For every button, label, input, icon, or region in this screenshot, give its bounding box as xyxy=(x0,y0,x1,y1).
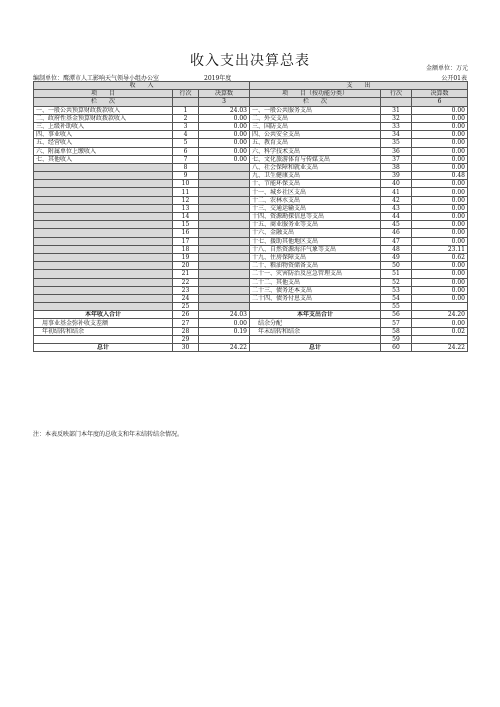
header-row-columns xyxy=(34,90,468,98)
expense-amount-cell: 0.00 xyxy=(412,163,468,171)
expense-item-cell: 十九、住房保障支出 xyxy=(250,253,381,261)
form-code-label: 公开01表 xyxy=(441,75,467,82)
income-item-cell: 三、上级补助收入 xyxy=(34,122,173,130)
income-item-cell xyxy=(34,196,173,204)
expense-item-cell: 二十四、债务付息支出 xyxy=(250,294,381,302)
expense-amount-cell xyxy=(412,303,468,311)
expense-amount-cell: 0.00 xyxy=(412,278,468,286)
income-item-cell xyxy=(34,221,173,229)
income-amount-cell xyxy=(199,172,250,180)
expense-line-cell: 39 xyxy=(381,172,412,180)
income-total-value: 24.03 xyxy=(199,311,250,319)
income-item-cell xyxy=(34,294,173,302)
table-row xyxy=(34,245,468,253)
expense-item-cell: 二、外交支出 xyxy=(250,114,381,122)
table-row xyxy=(34,253,468,261)
income-item-cell xyxy=(34,262,173,270)
income-amount-cell: 0.00 xyxy=(199,155,250,163)
income-item-cell xyxy=(34,213,173,221)
expense-line-cell: 55 xyxy=(381,303,412,311)
expense-amount-cell: 0.00 xyxy=(412,262,468,270)
expense-line-cell: 49 xyxy=(381,253,412,261)
expense-amount-cell: 0.62 xyxy=(412,253,468,261)
expense-line-cell: 48 xyxy=(381,245,412,253)
income-item-cell: 四、事业收入 xyxy=(34,131,173,139)
income-amount-cell xyxy=(199,262,250,270)
income-item-cell xyxy=(34,204,173,212)
ending-carryover-line: 58 xyxy=(381,327,412,335)
expense-amount-cell: 0.00 xyxy=(412,188,468,196)
table-row xyxy=(34,294,468,302)
expense-amount-cell: 0.00 xyxy=(412,229,468,237)
blank-right-line: 59 xyxy=(381,335,412,343)
expense-item-cell: 四、公共安全支出 xyxy=(250,131,381,139)
expense-total-line: 56 xyxy=(381,311,412,319)
table-row xyxy=(34,196,468,204)
expense-line-cell: 50 xyxy=(381,262,412,270)
expense-line-cell: 40 xyxy=(381,180,412,188)
income-amount-cell xyxy=(199,253,250,261)
expense-line-cell: 33 xyxy=(381,122,412,130)
expense-item-cell xyxy=(250,303,381,311)
income-line-cell: 25 xyxy=(173,303,199,311)
income-amount-cell xyxy=(199,163,250,171)
table-row xyxy=(34,229,468,237)
expense-amount-cell: 0.00 xyxy=(412,286,468,294)
expense-item-cell: 十一、城乡社区支出 xyxy=(250,188,381,196)
income-amount-cell xyxy=(199,245,250,253)
expense-item-cell: 十二、农林水支出 xyxy=(250,196,381,204)
table-row xyxy=(34,172,468,180)
table-row xyxy=(34,213,468,221)
expense-amount-cell: 0.00 xyxy=(412,139,468,147)
expense-amount-cell: 0.00 xyxy=(412,180,468,188)
income-line-cell: 12 xyxy=(173,196,199,204)
income-amount-cell: 24.03 xyxy=(199,106,250,114)
income-line-cell: 17 xyxy=(173,237,199,245)
income-item-cell xyxy=(34,270,173,278)
distribution-value: 0.00 xyxy=(412,319,468,327)
table-row xyxy=(34,163,468,171)
fiscal-year-label: 2019年度 xyxy=(204,75,232,82)
income-amount-cell: 0.00 xyxy=(199,131,250,139)
expense-line-cell: 41 xyxy=(381,188,412,196)
table-row xyxy=(34,188,468,196)
income-item-cell: 一、一般公共预算财政拨款收入 xyxy=(34,106,173,114)
expense-amount-cell: 0.00 xyxy=(412,294,468,302)
income-amount-header: 决算数 xyxy=(199,90,250,98)
grand-total-left-value: 24.22 xyxy=(199,344,250,352)
expense-amount-cell: 0.00 xyxy=(412,106,468,114)
expense-amount-cell: 0.00 xyxy=(412,131,468,139)
footnote: 注：本表反映部门本年度的总收支和年末结转结余情况。 xyxy=(33,431,184,438)
table-row xyxy=(34,286,468,294)
income-amount-cell: 0.00 xyxy=(199,147,250,155)
expense-amount-cell: 0.00 xyxy=(412,122,468,130)
income-section-header: 收 入 xyxy=(34,82,250,90)
table-row xyxy=(34,131,468,139)
income-item-cell: 七、其他收入 xyxy=(34,155,173,163)
income-line-cell: 20 xyxy=(173,262,199,270)
expense-item-cell: 六、科学技术支出 xyxy=(250,147,381,155)
expense-line-cell: 52 xyxy=(381,278,412,286)
income-line-cell: 5 xyxy=(173,139,199,147)
expense-line-cell: 54 xyxy=(381,294,412,302)
income-line-cell: 4 xyxy=(173,131,199,139)
expense-line-cell: 35 xyxy=(381,139,412,147)
income-line-cell: 9 xyxy=(173,172,199,180)
expense-amount-cell: 0.00 xyxy=(412,204,468,212)
page-title: 收入支出决算总表 xyxy=(190,53,310,69)
income-item-cell xyxy=(34,180,173,188)
header-row-numbering xyxy=(34,98,468,106)
income-line-cell: 18 xyxy=(173,245,199,253)
income-amount-cell xyxy=(199,237,250,245)
beginning-carryover-label: 年初结转和结余 xyxy=(34,327,173,335)
income-line-cell: 3 xyxy=(173,122,199,130)
expense-amount-cell: 23.11 xyxy=(412,245,468,253)
income-line-cell: 1 xyxy=(173,106,199,114)
income-total-line: 26 xyxy=(173,311,199,319)
expense-amount-header: 决算数 xyxy=(412,90,468,98)
summary-blank-row xyxy=(34,335,468,343)
income-amount-cell: 0.00 xyxy=(199,122,250,130)
grand-total-right-value: 24.22 xyxy=(412,344,468,352)
expense-line-cell: 53 xyxy=(381,286,412,294)
income-amount-cell: 0.00 xyxy=(199,139,250,147)
expense-amount-cell: 0.00 xyxy=(412,221,468,229)
expense-item-cell: 五、教育支出 xyxy=(250,139,381,147)
expense-amount-cell: 0.00 xyxy=(412,237,468,245)
income-amount-cell xyxy=(199,196,250,204)
income-item-cell: 五、经营收入 xyxy=(34,139,173,147)
income-amount-cell xyxy=(199,213,250,221)
expense-item-cell: 七、文化旅游体育与传媒支出 xyxy=(250,155,381,163)
income-item-cell xyxy=(34,229,173,237)
expense-line-blank xyxy=(381,98,412,106)
fund-value: 0.00 xyxy=(199,319,250,327)
income-line-cell: 2 xyxy=(173,114,199,122)
expense-line-cell: 42 xyxy=(381,196,412,204)
table-row xyxy=(34,262,468,270)
expense-line-cell: 34 xyxy=(381,131,412,139)
income-line-cell: 11 xyxy=(173,188,199,196)
blank-cell xyxy=(199,335,250,343)
expense-line-cell: 36 xyxy=(381,147,412,155)
expense-item-cell: 十五、商业服务业等支出 xyxy=(250,221,381,229)
expense-item-cell: 九、卫生健康支出 xyxy=(250,172,381,180)
income-line-cell: 13 xyxy=(173,204,199,212)
organization-label: 编制单位：鹰潭市人工影响天气领导小组办公室 xyxy=(33,75,160,82)
blank-cell xyxy=(34,335,173,343)
income-amount-cell xyxy=(199,180,250,188)
report-meta xyxy=(33,73,467,81)
expense-item-cell: 八、社会保障和就业支出 xyxy=(250,163,381,171)
income-amount-cell xyxy=(199,188,250,196)
expense-column-label: 栏 次 xyxy=(250,98,381,106)
expense-item-cell: 三、国防支出 xyxy=(250,122,381,130)
expense-line-cell: 37 xyxy=(381,155,412,163)
expense-item-cell: 二十一、灾害防治及应急管理支出 xyxy=(250,270,381,278)
expense-item-header: 项 目（按功能分类） xyxy=(250,90,381,98)
income-total-label: 本年收入合计 xyxy=(34,311,173,319)
blank-cell xyxy=(412,335,468,343)
income-item-cell xyxy=(34,286,173,294)
income-item-cell xyxy=(34,245,173,253)
income-column-number: 3 xyxy=(199,98,250,106)
income-amount-cell xyxy=(199,229,250,237)
grand-total-left-label: 总计 xyxy=(34,344,173,352)
income-item-cell: 六、附属单位上缴收入 xyxy=(34,147,173,155)
income-item-cell xyxy=(34,172,173,180)
expense-section-header: 支 出 xyxy=(250,82,468,90)
expense-amount-cell: 0.00 xyxy=(412,270,468,278)
expense-item-cell: 二十三、债务还本支出 xyxy=(250,286,381,294)
expense-line-cell: 51 xyxy=(381,270,412,278)
grand-total-left-line: 30 xyxy=(173,344,199,352)
income-amount-cell: 0.00 xyxy=(199,114,250,122)
grand-total-right-label: 总计 xyxy=(250,344,381,352)
table-row xyxy=(34,278,468,286)
expense-line-cell: 38 xyxy=(381,163,412,171)
expense-line-cell: 43 xyxy=(381,204,412,212)
expense-amount-cell: 0.00 xyxy=(412,213,468,221)
income-amount-cell xyxy=(199,286,250,294)
expense-amount-cell: 0.00 xyxy=(412,155,468,163)
income-item-cell xyxy=(34,163,173,171)
grand-total-row xyxy=(34,344,468,352)
income-item-cell: 二、政府性基金预算财政拨款收入 xyxy=(34,114,173,122)
fund-label: 用事业基金弥补收支差额 xyxy=(34,319,173,327)
table-row xyxy=(34,180,468,188)
expense-line-cell: 31 xyxy=(381,106,412,114)
summary-fund-row xyxy=(34,319,468,327)
expense-line-cell: 44 xyxy=(381,213,412,221)
expense-column-number: 6 xyxy=(412,98,468,106)
summary-carryover-row xyxy=(34,327,468,335)
expense-item-cell: 一、一般公共服务支出 xyxy=(250,106,381,114)
expense-line-cell: 47 xyxy=(381,237,412,245)
income-amount-cell xyxy=(199,204,250,212)
table-row xyxy=(34,106,468,114)
beginning-carryover-value: 0.19 xyxy=(199,327,250,335)
income-line-cell: 8 xyxy=(173,163,199,171)
income-line-cell: 6 xyxy=(173,147,199,155)
expense-item-cell: 十七、援助其他地区支出 xyxy=(250,237,381,245)
expense-total-value: 24.20 xyxy=(412,311,468,319)
expense-total-label: 本年支出合计 xyxy=(250,311,381,319)
expense-amount-cell: 0.00 xyxy=(412,147,468,155)
table-row xyxy=(34,114,468,122)
table-row xyxy=(34,147,468,155)
grand-total-right-line: 60 xyxy=(381,344,412,352)
income-line-cell: 22 xyxy=(173,278,199,286)
table-row xyxy=(34,204,468,212)
table-row xyxy=(34,270,468,278)
income-amount-cell xyxy=(199,278,250,286)
beginning-carryover-line: 28 xyxy=(173,327,199,335)
table-row xyxy=(34,155,468,163)
expense-item-cell: 二十、粮油物资储备支出 xyxy=(250,262,381,270)
expense-amount-cell: 0.00 xyxy=(412,114,468,122)
summary-total-row xyxy=(34,311,468,319)
income-item-cell xyxy=(34,278,173,286)
header-row-sections xyxy=(34,82,468,90)
table-row xyxy=(34,139,468,147)
income-item-cell xyxy=(34,237,173,245)
income-line-cell: 15 xyxy=(173,221,199,229)
expense-item-cell: 二十二、其他支出 xyxy=(250,278,381,286)
income-line-header: 行次 xyxy=(173,90,199,98)
expense-line-cell: 46 xyxy=(381,229,412,237)
fund-line: 27 xyxy=(173,319,199,327)
table-row xyxy=(34,122,468,130)
ending-carryover-value: 0.02 xyxy=(412,327,468,335)
expense-line-cell: 32 xyxy=(381,114,412,122)
income-amount-cell xyxy=(199,221,250,229)
expense-item-cell: 十三、交通运输支出 xyxy=(250,204,381,212)
income-item-cell xyxy=(34,303,173,311)
income-line-cell: 14 xyxy=(173,213,199,221)
income-line-cell: 23 xyxy=(173,286,199,294)
income-item-cell xyxy=(34,253,173,261)
income-item-cell xyxy=(34,188,173,196)
income-line-blank xyxy=(173,98,199,106)
income-amount-cell xyxy=(199,303,250,311)
ending-carryover-label: 年末结转和结余 xyxy=(250,327,381,335)
expense-item-cell: 十、节能环保支出 xyxy=(250,180,381,188)
blank-left-line: 29 xyxy=(173,335,199,343)
expense-amount-cell: 0.00 xyxy=(412,196,468,204)
income-line-cell: 7 xyxy=(173,155,199,163)
income-item-header: 项 目 xyxy=(34,90,173,98)
income-column-label: 栏 次 xyxy=(34,98,173,106)
table-row xyxy=(34,221,468,229)
income-line-cell: 21 xyxy=(173,270,199,278)
expense-line-header: 行次 xyxy=(381,90,412,98)
income-line-cell: 24 xyxy=(173,294,199,302)
income-line-cell: 19 xyxy=(173,253,199,261)
blank-cell xyxy=(250,335,381,343)
expense-line-cell: 45 xyxy=(381,221,412,229)
income-line-cell: 16 xyxy=(173,229,199,237)
income-amount-cell xyxy=(199,294,250,302)
expense-item-cell: 十八、自然资源海洋气象等支出 xyxy=(250,245,381,253)
distribution-label: 结余分配 xyxy=(250,319,381,327)
expense-amount-cell: 0.48 xyxy=(412,172,468,180)
distribution-line: 57 xyxy=(381,319,412,327)
income-amount-cell xyxy=(199,270,250,278)
amount-unit-label: 金额单位：万元 xyxy=(425,65,468,72)
expense-item-cell: 十六、金融支出 xyxy=(250,229,381,237)
table-row xyxy=(34,237,468,245)
expense-item-cell: 十四、资源勘探信息等支出 xyxy=(250,213,381,221)
income-expense-table xyxy=(33,81,468,352)
table-row xyxy=(34,303,468,311)
income-line-cell: 10 xyxy=(173,180,199,188)
